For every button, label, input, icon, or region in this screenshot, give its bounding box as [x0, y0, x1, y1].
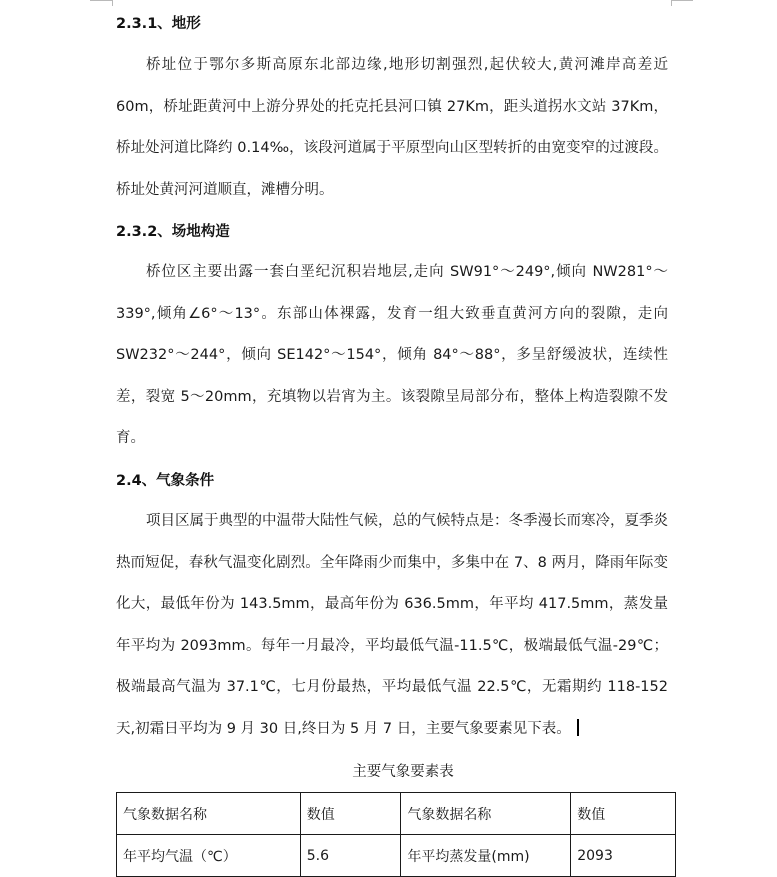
table-header-cell[interactable]: 气象数据名称: [401, 793, 571, 835]
page-corner-tick-right: [671, 0, 672, 6]
table-header-cell[interactable]: 气象数据名称: [117, 793, 301, 835]
table-caption: 主要气象要素表: [352, 764, 454, 780]
heading-climate: 2.4、气象条件: [116, 473, 215, 489]
table-header-cell[interactable]: 数值: [571, 793, 676, 835]
climate-table: [116, 792, 676, 877]
table-cell[interactable]: 年平均气温（℃）: [117, 835, 301, 877]
table-cell[interactable]: 年平均蒸发量(mm): [401, 835, 571, 877]
paragraph-site-structure[interactable]: 桥位区主要出露一套白垩纪沉积岩地层,走向 SW91°～249°,倾向 NW281°～339°,倾角∠6°～13°。东部山体裸露，发育一组大致垂直黄河方向的裂隙，走向 SW232°～244°，倾向 SE142°～154°，倾角 84°～88°，多呈舒缓波状，连续性差，裂宽 5～20mm，充填物以岩宵为主。该裂隙呈局部分布，整体上构造裂隙不发育。: [116, 264, 668, 446]
paragraph-terrain[interactable]: 桥址位于鄂尔多斯高原东北部边缘,地形切割强烈,起伏较大,黄河滩岸高差近 60m，桥址距黄河中上游分界处的托克托县河口镇 27Km，距头道拐水文站 37Km，桥址处河道比降约 0.14‰，该段河道属于平原型向山区型转折的由宽变窄的过渡段。桥址处黄河河道顺直，滩槽分明。: [116, 57, 668, 198]
heading-terrain: 2.3.1、地形: [116, 16, 201, 32]
table-header-row: [117, 793, 676, 835]
page-corner-tick-left: [112, 0, 113, 6]
table-cell[interactable]: 5.6: [300, 835, 401, 877]
text-cursor: [577, 719, 579, 736]
paragraph-climate-text: 项目区属于典型的中温带大陆性气候，总的气候特点是：冬季漫长而寒冷，夏季炎热而短促，春秋气温变化剧烈。全年降雨少而集中，多集中在 7、8 两月，降雨年际变化大，最低年份为 143.5mm，最高年份为 636.5mm，年平均 417.5mm，蒸发量年平均为 2093mm。每年一月最冷，平均最低气温-11.5℃，极端最低气温-29℃；极端最高气温为 37.1℃，七月份最热，平均最低气温 22.5℃，无霜期约 118-152 天,初霜日平均为 9 月 30 日,终日为 5 月 7 日，主要气象要素见下表。: [116, 513, 668, 737]
heading-site-structure: 2.3.2、场地构造: [116, 224, 230, 240]
table-header-cell[interactable]: 数值: [300, 793, 401, 835]
table-cell[interactable]: 2093: [571, 835, 676, 877]
page-corner-mark-right: [671, 0, 693, 1]
page-corner-mark-left: [90, 0, 112, 1]
paragraph-climate[interactable]: [116, 501, 668, 750]
